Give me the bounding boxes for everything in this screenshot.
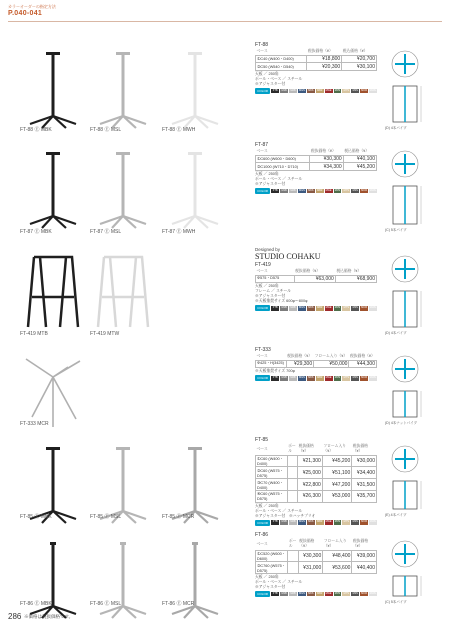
table-row [256, 479, 377, 491]
table-cell [287, 455, 298, 467]
color-swatch: MBZ [316, 376, 323, 380]
table-cell: ¥51,100 [322, 467, 351, 479]
color-swatch: M1B [281, 188, 287, 192]
table-cell: ¥44,300 [349, 360, 377, 368]
table-cell: ②C1000 (W710・D710) [256, 163, 310, 171]
header-subtitle: カラーオーダーの指定方法 [8, 4, 56, 9]
color-swatch: MWH [369, 88, 377, 92]
product-image [18, 437, 88, 537]
diagram-caption: (D) 4本パイプ [385, 331, 407, 335]
table-cell: ¥20,300 [307, 63, 342, 71]
product-info [255, 142, 377, 194]
color-swatch: MGS [298, 88, 305, 92]
color-swatch: MBZ [316, 188, 323, 192]
color-swatch: M3S [334, 188, 341, 192]
table-header: ベース [256, 444, 288, 455]
color-swatch: M1S [352, 591, 358, 595]
product-image [88, 532, 158, 632]
color-swatch: M1B [281, 520, 287, 524]
color-swatch: MWH [369, 306, 377, 310]
product-caption: FT-86 Ⓔ MCR [162, 601, 195, 607]
product-row [0, 435, 450, 525]
swatch-tag: COLOR [255, 188, 270, 194]
page-header [8, 4, 56, 17]
color-swatch: M6S [308, 376, 314, 380]
color-swatch: MBZ [316, 306, 323, 310]
table-header: 税抜価格（¥） [294, 269, 335, 275]
product-caption: FT-88 Ⓔ MWH [162, 127, 196, 133]
color-swatch: M2B [290, 188, 296, 192]
spec-text: ※天板推奨サイズ 700φ [255, 369, 295, 374]
table-header: 税抜価格（¥） [310, 149, 343, 155]
table-header: 税抜価格（¥） [287, 354, 312, 359]
table-cell [287, 467, 298, 479]
color-swatch: M2B [290, 591, 296, 595]
diagram-caption: (D) 4本ナットパイプ [385, 421, 418, 425]
table-cell: ③C70 (W400・D400) [256, 479, 288, 491]
table-cell: ¥53,600 [323, 562, 352, 574]
product-info [255, 437, 377, 526]
table-row [256, 490, 377, 502]
table-cell: ②C50 (W540・D540) [256, 63, 307, 71]
color-swatch: FTB [272, 306, 278, 310]
product-info [255, 247, 377, 311]
table-row [256, 455, 377, 467]
spec-text: 天板 ／ 250角 ポール・ベース ／ スチール ※アジャスター付 [255, 172, 303, 187]
product-row [0, 245, 450, 343]
color-swatches [255, 520, 377, 526]
spec-text: 天板 ／ 250角 フレーム ／ スチール ※アジャスター付 ※天板推奨サイズ 600φ〜800φ [255, 284, 308, 304]
table-cell: ¥40,100 [343, 155, 376, 163]
table-cell: ¥34,400 [352, 467, 377, 479]
product-row [0, 530, 450, 612]
product-caption: FT-333 MCR [20, 421, 49, 427]
table-cell: ¥48,400 [323, 550, 352, 562]
page-number: 286 [8, 612, 22, 621]
table-cell: ¥35,700 [352, 490, 377, 502]
designer-label: Designed by [255, 247, 281, 252]
color-swatch: M1S [352, 520, 358, 524]
price-table [255, 444, 377, 503]
product-info [255, 347, 377, 381]
color-swatch: MCR [361, 306, 368, 310]
color-swatch: MCR [361, 520, 368, 524]
color-swatch: M7S [343, 591, 350, 595]
color-swatch: M7S [343, 306, 350, 310]
table-header: 税込価格（¥） [335, 269, 376, 275]
product-caption: FT-86 Ⓔ MBK [20, 601, 52, 607]
color-swatch: M2B [290, 88, 296, 92]
table-cell [288, 550, 298, 562]
diagram-caption: (D) 4本パイプ [385, 126, 407, 130]
color-swatch: M7S [343, 88, 350, 92]
table-header: 税抜価格（¥） [352, 444, 377, 455]
color-swatch: M3S [334, 520, 341, 524]
table-cell: Φ575・D575 [256, 275, 295, 283]
table-cell: ¥45,200 [343, 163, 376, 171]
table-header: ベース [256, 269, 295, 275]
table-cell: ¥30,000 [352, 455, 377, 467]
table-header: 税抜価格（¥） [352, 539, 377, 550]
color-swatch: M1B [281, 88, 287, 92]
table-cell: ¥39,000 [352, 550, 377, 562]
product-caption: FT-85 Ⓔ MSL [90, 514, 122, 520]
table-cell: ¥31,500 [352, 479, 377, 491]
model-name: FT-88 [255, 42, 269, 48]
color-swatch: MCR [361, 591, 368, 595]
color-swatch: MCR [361, 376, 368, 380]
color-swatch: MCR [361, 188, 368, 192]
price-table [255, 269, 377, 283]
table-cell: ¥30,100 [342, 63, 377, 71]
table-header: 税抜価格（¥） [298, 539, 323, 550]
table-header: ポール [288, 444, 296, 454]
color-swatch: FTB [272, 88, 278, 92]
color-swatch: M2B [290, 376, 296, 380]
dimension-diagram [385, 351, 440, 428]
table-header: ポール [288, 539, 297, 549]
product-caption: FT-88 Ⓔ MSL [90, 127, 122, 133]
color-swatch: M7S [343, 376, 350, 380]
color-swatch: MGS [298, 306, 305, 310]
price-table [255, 149, 377, 171]
product-caption: FT-87 Ⓔ MSL [90, 229, 122, 235]
table-header: ベース [256, 539, 288, 550]
color-swatch: MWH [369, 591, 377, 595]
table-row [256, 275, 377, 283]
table-cell: ¥53,000 [322, 490, 351, 502]
table-row [256, 467, 377, 479]
color-swatch: M3S [334, 306, 341, 310]
swatch-tag: COLOR [255, 375, 270, 381]
color-swatches [255, 591, 377, 597]
color-swatch: M1S [352, 376, 358, 380]
spec-text: 天板 ／ 250角 ポール・ベース ／ スチール ※アジャスター付 [255, 575, 303, 590]
product-image [160, 532, 230, 632]
color-swatch: M6S [308, 88, 314, 92]
table-cell: Φ425・H(3425) [256, 360, 287, 368]
color-swatches [255, 305, 377, 311]
product-caption: FT-86 Ⓔ MSL [90, 601, 122, 607]
product-row [0, 345, 450, 433]
color-swatch: M2B [290, 520, 296, 524]
color-swatch: MGS [298, 376, 305, 380]
product-caption: FT-87 Ⓔ MWH [162, 229, 196, 235]
color-swatch: M6S [308, 591, 314, 595]
color-swatch: M7S [343, 520, 350, 524]
color-swatch: M1B [281, 591, 287, 595]
product-caption: FT-87 Ⓔ MBK [20, 229, 52, 235]
table-header: フローム入り（¥） [323, 539, 352, 550]
table-cell [287, 490, 298, 502]
table-cell: ①C40 (W400・D400) [256, 55, 307, 63]
model-name: FT-86 [255, 532, 269, 538]
color-swatch: FTB [272, 591, 278, 595]
dimension-diagram [385, 251, 440, 338]
table-cell [287, 479, 298, 491]
table-header: ベース [256, 49, 307, 55]
color-swatch: M1S [352, 306, 358, 310]
header-divider [8, 21, 442, 22]
model-name: FT-419 [255, 262, 271, 268]
table-row [256, 360, 377, 368]
price-table [255, 539, 377, 574]
table-cell: ¥63,000 [294, 275, 335, 283]
table-cell: ¥34,300 [310, 163, 343, 171]
color-swatch: M3S [334, 591, 341, 595]
color-swatch: FTB [272, 520, 278, 524]
dimension-diagram [385, 441, 440, 520]
model-name: FT-85 [255, 437, 269, 443]
table-cell: ¥21,300 [298, 455, 323, 467]
color-swatches [255, 188, 377, 194]
product-caption: FT-419 MTW [90, 331, 120, 337]
table-cell: ¥31,000 [298, 562, 323, 574]
table-cell: ¥68,900 [335, 275, 376, 283]
color-swatch: MGS [298, 188, 305, 192]
table-cell [288, 562, 298, 574]
color-swatch: M6S [308, 306, 314, 310]
color-swatch: M1B [281, 376, 287, 380]
color-swatch: MBZ [316, 88, 323, 92]
spec-text: 天板 ／ 250角 ポール・ベース ／ スチール ※アジャスター付 ※ハッチプリオ [255, 503, 316, 518]
color-swatch: M2B [290, 306, 296, 310]
product-caption: FT-419 MTB [20, 331, 48, 337]
table-cell: ①C520 (W600・D600) [256, 550, 288, 562]
table-cell: ¥45,200 [322, 455, 351, 467]
table-row [256, 562, 377, 574]
table-header: ベース [256, 149, 310, 155]
table-cell: ¥20,700 [342, 55, 377, 63]
table-cell: ②C60 (W575・D575) [256, 467, 288, 479]
product-image [160, 142, 230, 242]
table-header: ベース [256, 354, 287, 360]
color-swatch: M3S [334, 376, 341, 380]
swatch-tag: COLOR [255, 591, 270, 597]
table-cell: ¥22,800 [298, 479, 323, 491]
color-swatch: FTB [272, 376, 278, 380]
product-info [255, 532, 377, 597]
swatch-tag: COLOR [255, 88, 270, 94]
color-swatch: MGE [325, 88, 332, 92]
color-swatch: M3S [334, 88, 341, 92]
color-swatch: MWH [369, 376, 377, 380]
model-name: FT-333 [255, 347, 271, 353]
diagram-caption: (E) 4本パイプ [385, 513, 407, 517]
color-swatch: MWH [369, 520, 377, 524]
color-swatch: M1B [281, 306, 287, 310]
color-swatch: MGE [325, 376, 332, 380]
dimension-diagram [385, 146, 440, 235]
table-cell: ④C60 (W575・D575) [256, 490, 288, 502]
table-row [256, 163, 377, 171]
swatch-tag: COLOR [255, 520, 270, 526]
product-caption: FT-85 Ⓔ MCR [162, 514, 195, 520]
table-header: 税抜価格（¥） [307, 49, 342, 55]
color-swatch: MWH [369, 188, 377, 192]
product-row [0, 40, 450, 138]
color-swatch: M6S [308, 188, 314, 192]
table-cell: ②C760 (W575・D575) [256, 562, 288, 574]
color-swatch: MGE [325, 520, 332, 524]
table-header: 税抜価格（¥） [298, 444, 323, 455]
price-table [255, 49, 377, 71]
table-cell: ①C600 (W600・D600) [256, 155, 310, 163]
product-image [160, 437, 230, 537]
table-cell: ¥50,000 [314, 360, 349, 368]
table-header: フローム入り（¥） [322, 444, 351, 455]
table-cell: ¥18,800 [307, 55, 342, 63]
table-cell: ¥40,400 [352, 562, 377, 574]
table-row [256, 155, 377, 163]
product-row [0, 140, 450, 240]
color-swatch: MGS [298, 520, 305, 524]
product-caption: FT-88 Ⓔ MBK [20, 127, 52, 133]
table-header: 税込価格（¥） [343, 149, 376, 155]
designer-name: STUDIO COHAKU [255, 252, 321, 261]
spec-text: 天板 ／ 250角 ポール・ベース ／ スチール ※アジャスター付 [255, 72, 303, 87]
diagram-caption: (C) 5本パイプ [385, 600, 407, 604]
color-swatch: MBZ [316, 520, 323, 524]
table-cell: ¥30,300 [310, 155, 343, 163]
table-header: 税込価格（¥） [342, 49, 377, 55]
model-name: FT-87 [255, 142, 269, 148]
table-row [256, 63, 377, 71]
product-info [255, 42, 377, 94]
diagram-caption: (C) 5本パイプ [385, 228, 407, 232]
color-swatch: M6S [308, 520, 314, 524]
table-cell: ¥29,300 [286, 360, 314, 368]
color-swatch: MBZ [316, 591, 323, 595]
color-swatch: MCR [361, 88, 368, 92]
swatch-tag: COLOR [255, 305, 270, 311]
table-cell: ¥47,200 [322, 479, 351, 491]
table-cell: ¥26,300 [298, 490, 323, 502]
color-swatch: MGS [298, 591, 305, 595]
color-swatch: MGE [325, 188, 332, 192]
color-swatches [255, 375, 377, 381]
dimension-diagram [385, 536, 440, 607]
color-swatch: MGE [325, 591, 332, 595]
header-title: P.040-041 [8, 10, 43, 17]
table-header: 税抜価格（¥） [349, 354, 375, 359]
table-cell: ①C60 (W400・D400) [256, 455, 288, 467]
product-image [88, 437, 158, 537]
product-image [88, 142, 158, 242]
table-cell: ¥25,000 [298, 467, 323, 479]
table-row [256, 550, 377, 562]
product-image [18, 347, 88, 447]
color-swatch: M1S [352, 88, 358, 92]
color-swatch: M7S [343, 188, 350, 192]
color-swatch: FTB [272, 188, 278, 192]
dimension-diagram [385, 46, 440, 133]
color-swatch: M1S [352, 188, 358, 192]
table-row [256, 55, 377, 63]
product-image [18, 142, 88, 242]
price-table [255, 354, 377, 368]
product-caption: FT-85 Ⓔ MBK [20, 514, 52, 520]
color-swatch: MGE [325, 306, 332, 310]
footer-note: ※価格は税抜価格です。 [24, 614, 74, 619]
table-cell: ¥30,300 [298, 550, 323, 562]
color-swatches [255, 88, 377, 94]
table-header: フローム入り（¥） [314, 354, 348, 359]
